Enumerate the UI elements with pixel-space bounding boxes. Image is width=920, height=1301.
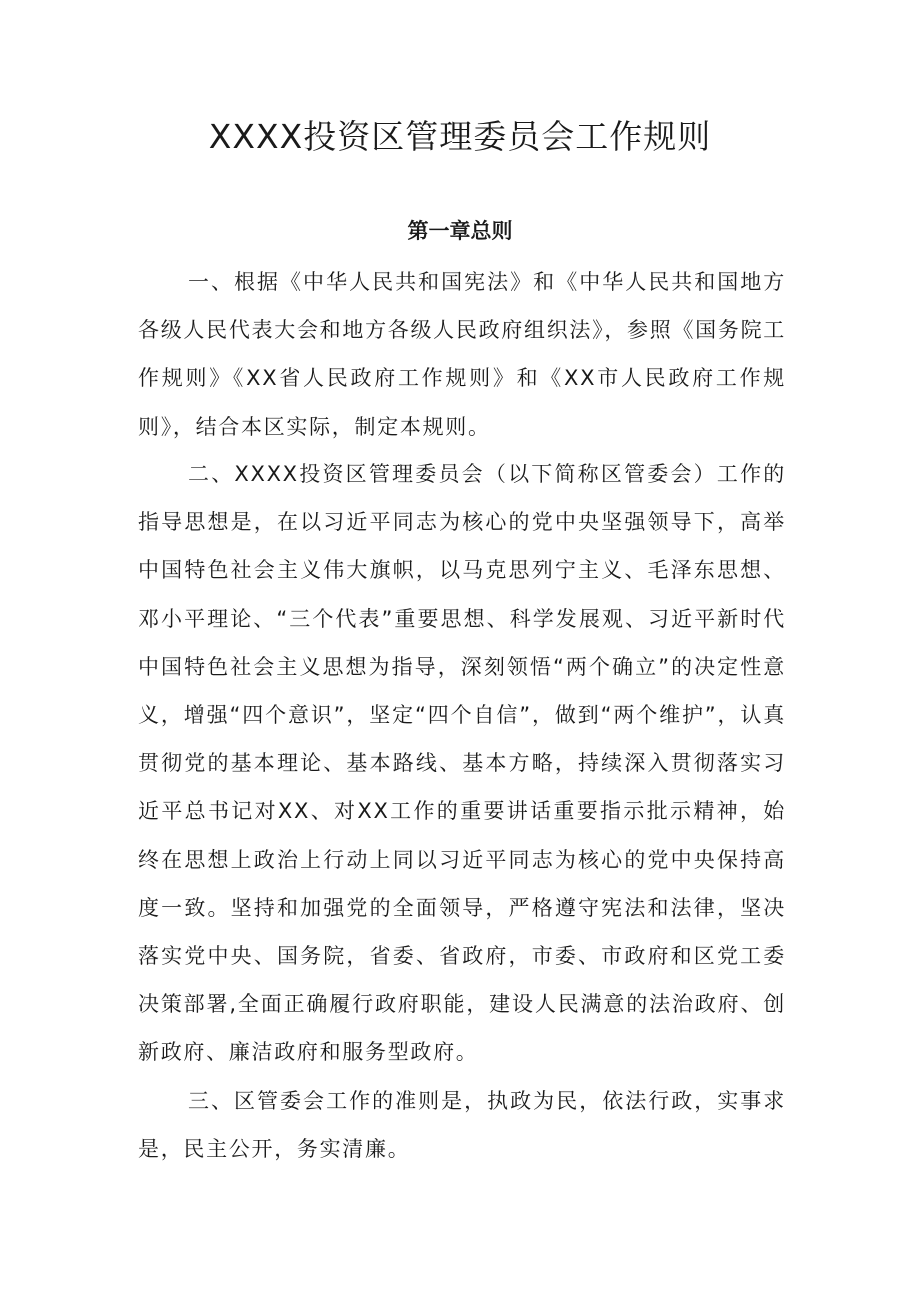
paragraph-article-3: 三、区管委会工作的准则是，执政为民，依法行政，实事求是，民主公开，务实清廉。 <box>138 1089 786 1162</box>
paragraph-article-2: 二、XXXX投资区管理委员会（以下简称区管委会）工作的指导思想是，在以习近平同志为核心的党中央坚强领导下，高举中国特色社会主义伟大旗帜，以马克思列宁主义、毛泽东思想、邓小平理论、“三个代表”重要思想、科学发展观、习近平新时代中国特色社会主义思想为指导，深刻领悟“两个确立”的决定性意义，增强“四个意识”，坚定“四个自信”，做到“两个维护”，认真贯彻党的基本理论、基本路线、基本方略，持续深入贯彻落实习近平总书记对XX、对XX工作的重要讲话重要指示批示精神，始终在思想上政治上行动上同以习近平同志为核心的党中央保持高度一致。坚持和加强党的全面领导，严格遵守宪法和法律，坚决落实党中央、国务院，省委、省政府，市委、市政府和区党工委决策部署,全面正确履行政府职能，建设人民满意的法治政府、创新政府、廉洁政府和服务型政府。 <box>138 462 786 1065</box>
document-title: XXXX投资区管理委员会工作规则 <box>208 117 712 156</box>
paragraph-article-1: 一、根据《中华人民共和国宪法》和《中华人民共和国地方各级人民代表大会和地方各级人民政府组织法》，参照《国务院工作规则》《XX省人民政府工作规则》和《XX市人民政府工作规则》，结合本区实际，制定本规则。 <box>138 270 786 439</box>
chapter-heading: 第一章总则 <box>407 219 513 243</box>
